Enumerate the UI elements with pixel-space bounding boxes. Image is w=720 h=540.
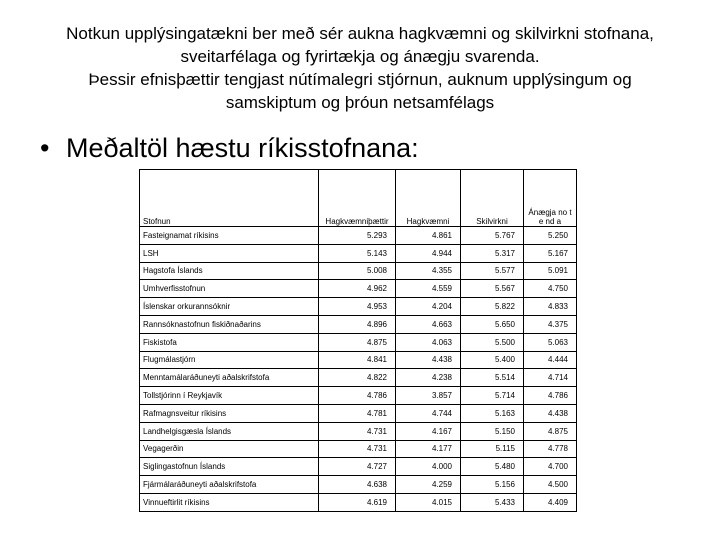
cell-hagkvaemni: 3.857	[396, 387, 461, 405]
header-hagkvaemnithaettir: Hagkvæmniþættir	[319, 170, 396, 227]
cell-hagkvaemnithaettir: 4.953	[319, 298, 396, 316]
cell-hagkvaemnithaettir: 4.786	[319, 387, 396, 405]
cell-skilvirkni: 5.822	[461, 298, 524, 316]
cell-stofnun: Vinnueftirlit ríkisins	[140, 493, 319, 511]
cell-stofnun: LSH	[140, 244, 319, 262]
cell-hagkvaemni: 4.204	[396, 298, 461, 316]
cell-hagkvaemnithaettir: 4.962	[319, 280, 396, 298]
cell-skilvirkni: 5.163	[461, 404, 524, 422]
cell-skilvirkni: 5.150	[461, 422, 524, 440]
table-row	[140, 476, 577, 494]
cell-anaegja: 5.250	[524, 227, 577, 245]
cell-hagkvaemnithaettir: 4.896	[319, 315, 396, 333]
cell-hagkvaemnithaettir: 4.619	[319, 493, 396, 511]
cell-hagkvaemni: 4.015	[396, 493, 461, 511]
cell-hagkvaemni: 4.663	[396, 315, 461, 333]
bullet-dot: •	[40, 133, 50, 163]
cell-skilvirkni: 5.400	[461, 351, 524, 369]
cell-anaegja: 4.438	[524, 404, 577, 422]
cell-skilvirkni: 5.714	[461, 387, 524, 405]
cell-stofnun: Flugmálastjórn	[140, 351, 319, 369]
cell-stofnun: Tollstjórinn í Reykjavík	[140, 387, 319, 405]
cell-hagkvaemni: 4.063	[396, 333, 461, 351]
cell-anaegja: 5.167	[524, 244, 577, 262]
table-body	[140, 227, 577, 512]
cell-stofnun: Fasteignamat ríkisins	[140, 227, 319, 245]
cell-anaegja: 4.833	[524, 298, 577, 316]
cell-anaegja: 5.091	[524, 262, 577, 280]
cell-hagkvaemni: 4.355	[396, 262, 461, 280]
intro-line-4: samskiptum og þróun netsamfélags	[225, 93, 495, 112]
cell-skilvirkni: 5.317	[461, 244, 524, 262]
cell-hagkvaemni: 4.167	[396, 422, 461, 440]
cell-hagkvaemni: 4.177	[396, 440, 461, 458]
cell-stofnun: Íslenskar orkurannsóknir	[140, 298, 319, 316]
cell-anaegja: 4.786	[524, 387, 577, 405]
cell-hagkvaemnithaettir: 4.822	[319, 369, 396, 387]
table-row	[140, 440, 577, 458]
cell-skilvirkni: 5.650	[461, 315, 524, 333]
cell-skilvirkni: 5.567	[461, 280, 524, 298]
cell-hagkvaemni: 4.744	[396, 404, 461, 422]
cell-anaegja: 4.700	[524, 458, 577, 476]
cell-anaegja: 5.063	[524, 333, 577, 351]
header-stofnun: Stofnun	[140, 170, 319, 227]
cell-hagkvaemnithaettir: 4.841	[319, 351, 396, 369]
table-header-row	[140, 170, 577, 227]
cell-hagkvaemnithaettir: 4.875	[319, 333, 396, 351]
table-row	[140, 227, 577, 245]
header-anaegja: Ánægja no te nd a	[524, 170, 577, 227]
cell-skilvirkni: 5.480	[461, 458, 524, 476]
cell-skilvirkni: 5.767	[461, 227, 524, 245]
cell-hagkvaemnithaettir: 4.781	[319, 404, 396, 422]
cell-stofnun: Rannsóknastofnun fiskiðnaðarins	[140, 315, 319, 333]
table-row	[140, 262, 577, 280]
cell-hagkvaemnithaettir: 5.143	[319, 244, 396, 262]
cell-hagkvaemnithaettir: 4.731	[319, 440, 396, 458]
cell-hagkvaemni: 4.000	[396, 458, 461, 476]
intro-line-3: Þessir efnisþættir tengjast nútímalegri stjórnun, auknum upplýsingum og	[88, 70, 632, 89]
table-row	[140, 333, 577, 351]
table-row	[140, 422, 577, 440]
cell-anaegja: 4.714	[524, 369, 577, 387]
cell-hagkvaemnithaettir: 4.638	[319, 476, 396, 494]
table-row	[140, 315, 577, 333]
cell-hagkvaemnithaettir: 4.731	[319, 422, 396, 440]
cell-stofnun: Vegagerðin	[140, 440, 319, 458]
cell-skilvirkni: 5.156	[461, 476, 524, 494]
header-hagkvaemni: Hagkvæmni	[396, 170, 461, 227]
intro-text	[30, 22, 690, 114]
cell-stofnun: Menntamálaráðuneyti aðalskrifstofa	[140, 369, 319, 387]
cell-stofnun: Siglingastofnun Íslands	[140, 458, 319, 476]
table-row	[140, 298, 577, 316]
cell-anaegja: 4.500	[524, 476, 577, 494]
stats-table	[139, 169, 577, 512]
cell-stofnun: Fiskistofa	[140, 333, 319, 351]
cell-hagkvaemni: 4.944	[396, 244, 461, 262]
cell-stofnun: Hagstofa Íslands	[140, 262, 319, 280]
header-skilvirkni: Skilvirkni	[461, 170, 524, 227]
intro-line-1: Notkun upplýsingatækni ber með sér aukna hagkvæmni og skilvirkni stofnana,	[66, 24, 654, 43]
bullet-text: Meðaltöl hæstu ríkisstofnana:	[66, 133, 419, 163]
cell-anaegja: 4.778	[524, 440, 577, 458]
table-row	[140, 404, 577, 422]
cell-hagkvaemni: 4.259	[396, 476, 461, 494]
cell-skilvirkni: 5.500	[461, 333, 524, 351]
cell-hagkvaemnithaettir: 4.727	[319, 458, 396, 476]
cell-stofnun: Rafmagnsveitur ríkisins	[140, 404, 319, 422]
cell-hagkvaemni: 4.438	[396, 351, 461, 369]
cell-hagkvaemnithaettir: 5.293	[319, 227, 396, 245]
cell-skilvirkni: 5.577	[461, 262, 524, 280]
cell-stofnun: Umhverfisstofnun	[140, 280, 319, 298]
cell-anaegja: 4.750	[524, 280, 577, 298]
cell-skilvirkni: 5.115	[461, 440, 524, 458]
cell-anaegja: 4.444	[524, 351, 577, 369]
cell-stofnun: Landhelgisgæsla Íslands	[140, 422, 319, 440]
cell-anaegja: 4.875	[524, 422, 577, 440]
cell-hagkvaemnithaettir: 5.008	[319, 262, 396, 280]
intro-line-2: sveitarfélaga og fyrirtækja og ánægju svarenda.	[180, 47, 540, 66]
table-row	[140, 493, 577, 511]
cell-hagkvaemni: 4.238	[396, 369, 461, 387]
table-row	[140, 244, 577, 262]
cell-skilvirkni: 5.514	[461, 369, 524, 387]
table-row	[140, 387, 577, 405]
cell-stofnun: Fjármálaráðuneyti aðalskrifstofa	[140, 476, 319, 494]
cell-skilvirkni: 5.433	[461, 493, 524, 511]
table-row	[140, 280, 577, 298]
cell-anaegja: 4.409	[524, 493, 577, 511]
bullet-heading	[40, 133, 419, 163]
table-row	[140, 458, 577, 476]
cell-hagkvaemni: 4.559	[396, 280, 461, 298]
cell-anaegja: 4.375	[524, 315, 577, 333]
cell-hagkvaemni: 4.861	[396, 227, 461, 245]
table-row	[140, 369, 577, 387]
table-row	[140, 351, 577, 369]
